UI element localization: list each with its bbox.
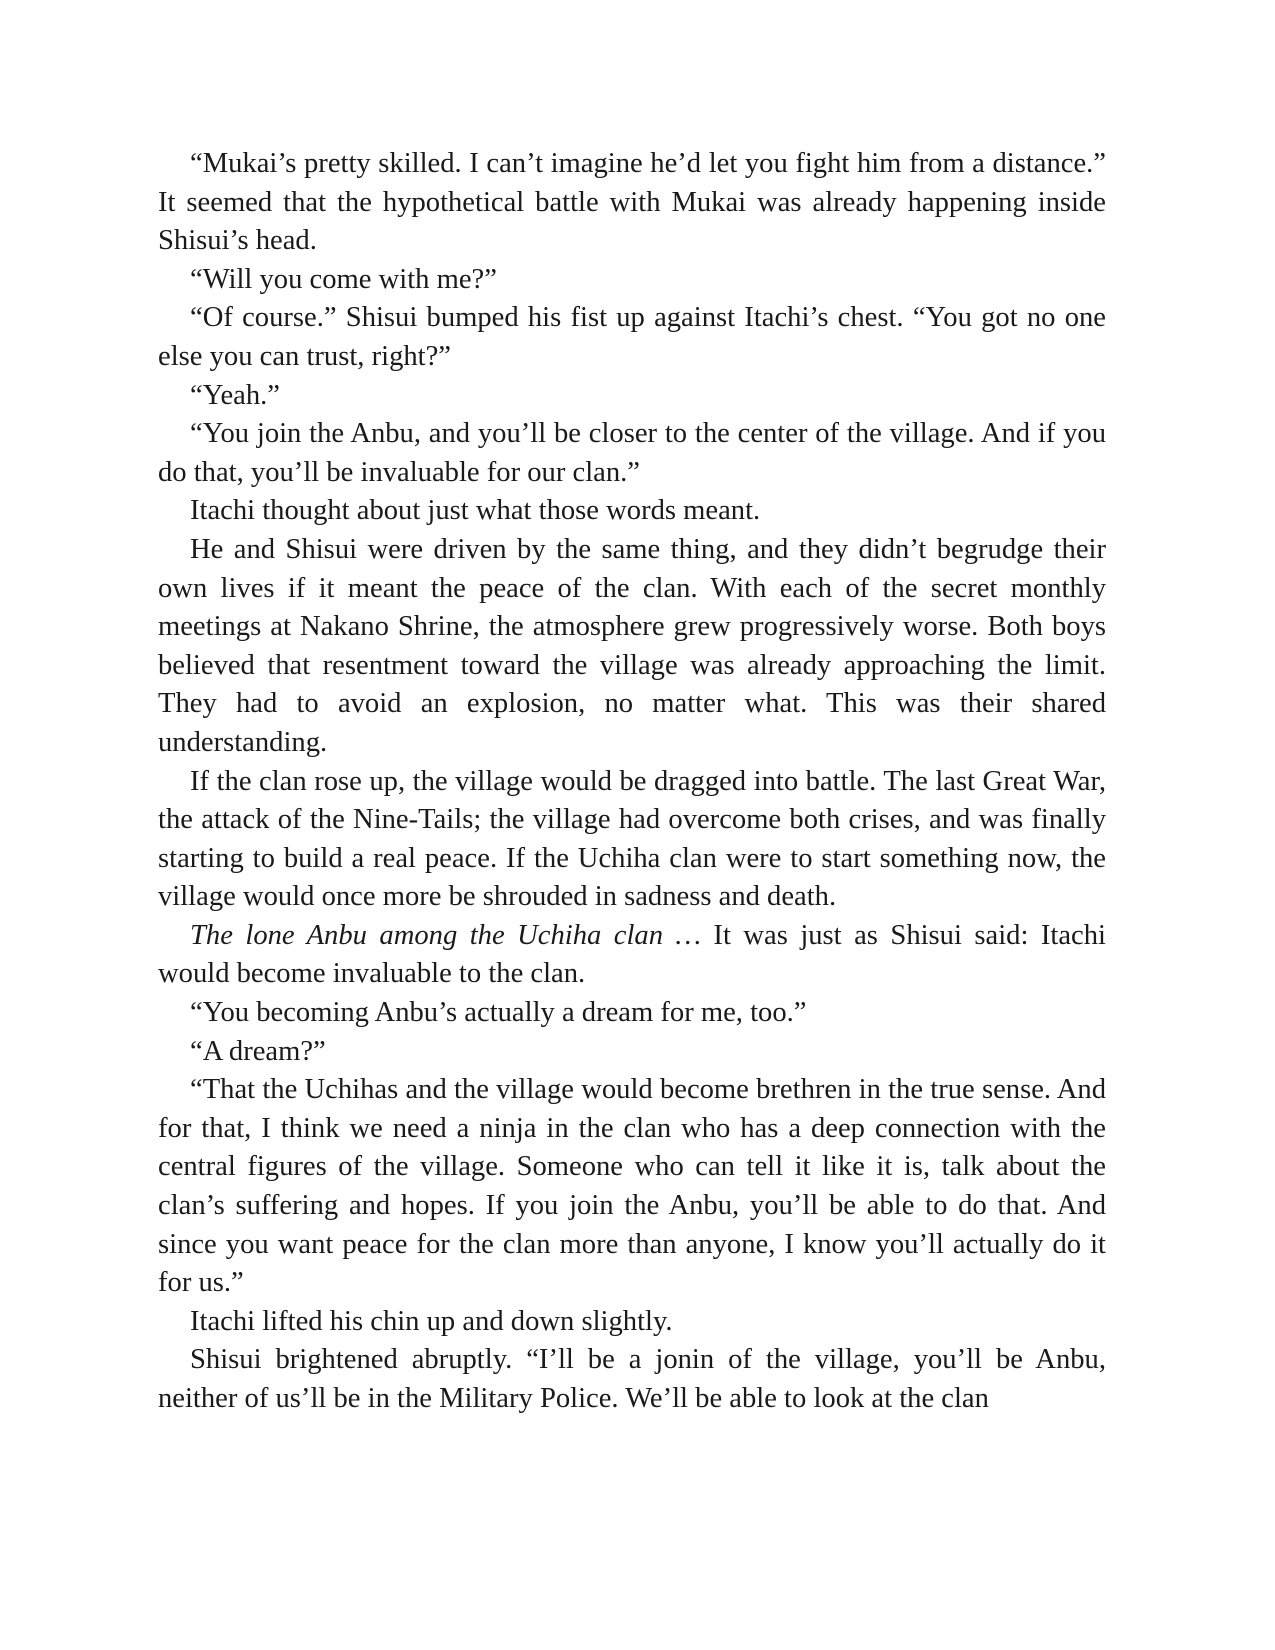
paragraph: Itachi thought about just what those words meant. [190, 495, 761, 527]
paragraph: “That the Uchihas and the village would become brethren in the true sense. And for that, I think we need a ninja in the clan who has a deep connection with the central figures of the village. Someone who can tell it like it is, talk about the clan’s suffering and hopes. If you join the Anbu, you’ll be able to do that. And since you want peace for the clan more than anyone, I know you’ll actually do it for us.” [158, 1074, 1106, 1299]
paragraph: Itachi lifted his chin up and down slightly. [190, 1305, 673, 1337]
italic-phrase: The lone Anbu among the Uchiha clan … [190, 919, 701, 951]
paragraph: He and Shisui were driven by the same thing, and they didn’t begrudge their own lives if it meant the peace of the clan. With each of the secret monthly meetings at Nakano Shrine, the atmosphere grew progressively worse. Both boys believed that resentment toward the village was already approaching the limit. They had to avoid an explosion, no matter what. This was their shared understanding. [158, 533, 1106, 758]
paragraph: “You join the Anbu, and you’ll be closer to the center of the village. And if you do that, you’ll be invaluable for our clan.” [158, 418, 1106, 488]
paragraph: Shisui brightened abruptly. “I’ll be a jonin of the village, you’ll be Anbu, neither of us’ll be in the Military Police. We’ll be able to look at the clan [158, 1344, 1106, 1414]
paragraph-text: It was just as Shisui said: Itachi would become invaluable to the clan. [158, 919, 1106, 990]
paragraph: “Of course.” Shisui bumped his fist up against Itachi’s chest. “You got no one else you can trust, right?” [158, 302, 1106, 372]
paragraph: “A dream?” [190, 1035, 326, 1067]
paragraph: “Yeah.” [190, 379, 280, 411]
paragraph: “You becoming Anbu’s actually a dream for me, too.” [190, 997, 807, 1029]
paragraph: “Mukai’s pretty skilled. I can’t imagine he’d let you fight him from a distance.” It seemed that the hypothetical battle with Mukai was already happening inside Shisui’s head. [158, 148, 1106, 257]
paragraph: If the clan rose up, the village would be dragged into battle. The last Great War, the attack of the Nine-Tails; the village had overcome both crises, and was finally starting to build a real peace. If the Uchiha clan were to start something now, the village would once more be shrouded in sadness and death. [158, 765, 1106, 913]
paragraph [158, 917, 1106, 994]
paragraph: “Will you come with me?” [190, 263, 497, 295]
book-page [158, 145, 1106, 1419]
